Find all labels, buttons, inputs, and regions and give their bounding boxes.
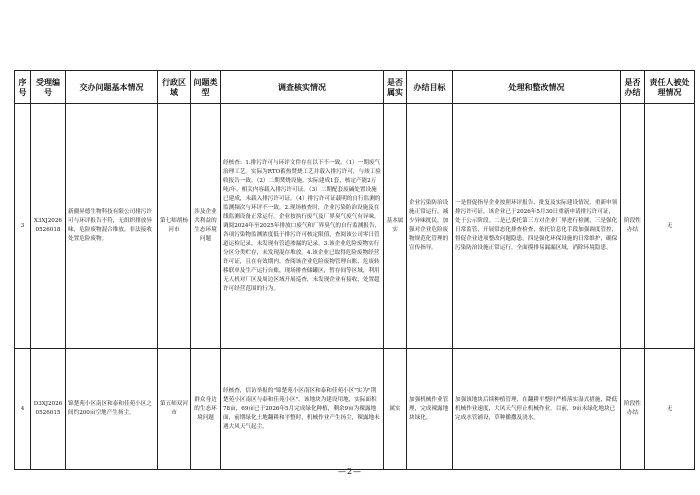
cell-handling: 一是督促指导企业按照环评报告、批复及实际建设情况，重新申领排污许可证，该企业已于2026年5月30日重新申请排污许可证，处于公示阶段。二是已委托第三方对企业厂界进行检测，三是强化日常监管，开展常态化排查检查，依托信息化手段加强调度管控，督促企业进项整改问题隐患。四是强化环保设施的日常维护，确保污染防治设施正常运行，全面摸排易漏漏区域，消除环境隐患。 [453,104,621,349]
header-cell: 受理编号 [31,71,66,104]
page-number: —2— [337,467,363,476]
header-cell: 问题类型 [191,71,221,104]
cell-number: 3 [15,104,31,349]
header-cell: 交办问题基本情况 [66,71,158,104]
cell-done: 阶段性办结 [621,349,645,470]
cell-issue: 新疆昇德生物科技有限公司排污许可与环评报告不符，无组织排放异味，危险废物混合堆放，非法接收处置危险废物。 [66,104,158,349]
header-cell: 行政区域 [158,71,191,104]
cell-responsible: 无 [645,104,695,349]
header-cell: 责任人被处理情况 [645,71,695,104]
document-page [14,70,694,470]
header-cell: 处理和整改情况 [453,71,621,104]
cell-problem-type: 群众身边的生态环境问题 [191,349,221,470]
cell-handling: 加强该地块后续种植管理，在翻耕平整时严格落实湿式措施，降低机械作业速度，大风天气停止机械作业。目前，9亩未绿化地块已完成水管铺设，草种播撒及浇水。 [453,349,621,470]
header-cell: 调查核实情况 [221,71,384,104]
cell-number: 4 [15,349,31,470]
cell-case-id: X3XJ20260526018 [31,104,66,349]
cell-issue: 锦楚苑小区南区和泰和佳苑小区之间约200亩空地产生扬尘。 [66,349,158,470]
cell-goal: 加强机械作业管理，完成裸露地块绿化。 [407,349,453,470]
table-row [15,349,695,470]
cell-done: 阶段性办结 [621,104,645,349]
header-cell: 序号 [15,71,31,104]
header-cell: 是否办结 [621,71,645,104]
cell-goal: 企业污染防治设施正常运行，减少异味扰民，加强对企业危险废物规范化管理的宣传指导。 [407,104,453,349]
cell-region: 第七师胡杨河市 [158,104,191,349]
cell-investigation: 经核查：1.排污许可与环评文件存在以下不一致。（1）一期废气治理工艺。实际为RTO蓄热焚烧工艺并载入排污许可，与竣工验收报告一致。（2）二期焚烧设施。实际建成1套，核定产能2万吨/年，相关内容载入排污许可证。（3）二期配套废碱处置设施已建成，未载入排污许可证。（4）排污许可证载明的自行监测的监测频次与环评不一致。2.现场核查时，企业污染防治设施及在线监测设备正常运行。企业按执行废气及厂界臭气废气有异味。调阅2024年至2025年排放口废气和厂界臭气的自行监测报告，各项污染物监测浓度低于排污许可核定限值，查阅该公司零日管道运检记录，未发现有管道渗漏的记录。3.该企业危险废物实行分区分类贮存，未发现混存堆放。4.该企业已取得危险废物经营许可证，且在有效期内。查阅该企业危险废物管理台账、危废转移联单及生产运行台账，现场排查储罐区，暂存间等区域，利用无人机对厂区及周边区域开展巡查，未发现企业有接收、处置超许可经营范围的行为。 [221,104,384,349]
table-row [15,104,695,349]
cell-responsible: 无 [645,349,695,470]
cell-problem-type: 涉及企业共利益的生态环境问题 [191,104,221,349]
cell-investigation: 经核查，信访举报的"锦楚苑小区南区和泰和佳苑小区"实为"荆楚苑小区南区与泰和佳苑小区"。该地块为建设用地，实际面积78亩，69亩已于2026年5月完成绿化种植，剩余9亩为裸露地面，前期绿化土地翻耕和平整时，机械作业产生扬尘，裸露地未遇大风天气起尘。 [221,349,384,470]
header-cell: 是否属实 [384,71,407,104]
cell-region: 第五师双河市 [158,349,191,470]
cell-truth: 属实 [384,349,407,470]
cell-case-id: D3XJ20260526015 [31,349,66,470]
case-table [14,70,695,470]
table-header-row [15,71,695,104]
cell-truth: 基本属实 [384,104,407,349]
header-cell: 办结目标 [407,71,453,104]
